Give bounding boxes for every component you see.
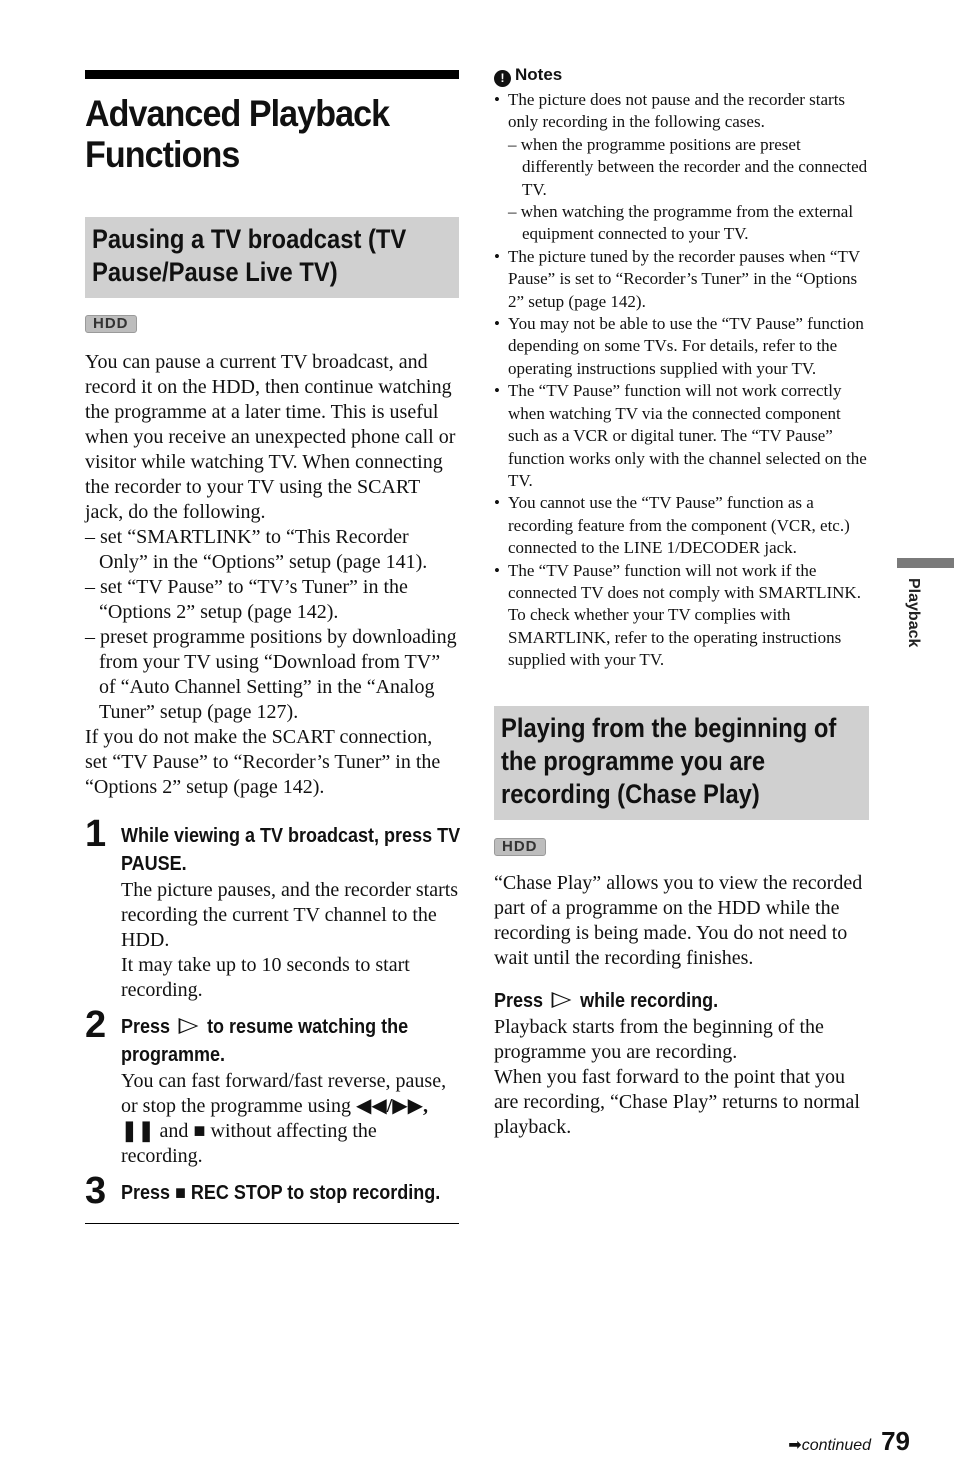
page-number: 79 xyxy=(881,1426,910,1456)
step-heading: Press to resume watching the programme. xyxy=(121,1016,409,1066)
note-item: • The picture does not pause and the recorder starts only recording in the following cases. – when the programme positions are preset differently between the recorder and the connected TV. – when watching the programme from the external equipment connected to your TV. xyxy=(494,89,869,246)
outro-paragraph: If you do not make the SCART connection, set “TV Pause” to “Recorder’s Tuner” in the “Options 2” setup (page 142). xyxy=(85,726,441,798)
side-tab-label: Playback xyxy=(905,578,922,648)
chase-intro: “Chase Play” allows you to view the recorded part of a programme on the HDD while the recording is being made. You do not need to wait until the recording finishes. xyxy=(494,871,863,969)
page-title: Advanced Playback Functions xyxy=(85,93,390,175)
note-item: • The picture tuned by the recorder pauses when “TV Pause” is set to “Recorder’s Tuner” in the “Options 2” setup (page 142). xyxy=(494,246,869,313)
chase-body: Playback starts from the beginning of the programme you are recording. xyxy=(494,1015,824,1063)
step-number: 1 xyxy=(85,813,107,855)
left-column xyxy=(85,70,459,1224)
hdd-badge: HDD xyxy=(85,315,137,333)
intro-paragraph: You can pause a current TV broadcast, and record it on the HDD, then continue watching the programme at a later time. This is useful when you receive an unexpected phone call or visitor while watching TV. When connecting the recorder to your TV using the SCART jack, do the following. xyxy=(85,351,456,523)
step-2 xyxy=(85,1004,459,1169)
play-icon xyxy=(179,1018,199,1034)
note-subitem: – when watching the programme from the external equipment connected to your TV. xyxy=(508,202,854,244)
notes-icon: ! xyxy=(494,70,511,87)
title-rule xyxy=(85,70,459,79)
step-number: 3 xyxy=(85,1170,107,1212)
step-number: 2 xyxy=(85,1004,107,1046)
notes-heading: ! Notes xyxy=(494,64,869,87)
step-body: You can fast forward/fast reverse, pause, or stop the programme using ◀◀/▶▶, ❚❚ and ■ without affecting the recording. xyxy=(121,1070,447,1167)
note-item: • You cannot use the “TV Pause” function as a recording feature from the component (VCR, etc.) connected to the LINE 1/DECODER jack. xyxy=(494,492,869,559)
bottom-rule xyxy=(85,1223,459,1224)
step-heading: Press ■ REC STOP to stop recording. xyxy=(121,1182,441,1204)
section-heading-tv-pause: Pausing a TV broadcast (TV Pause/Pause Live TV) xyxy=(85,217,459,298)
dash-item: – set “TV Pause” to “TV’s Tuner” in the “Options 2” setup (page 142). xyxy=(85,576,408,623)
dash-item: – preset programme positions by downloading from your TV using “Download from TV” of “Auto Channel Setting” in the “Analog Tuner” setup (page 127). xyxy=(85,626,457,723)
right-column xyxy=(494,64,869,1140)
note-item: • You may not be able to use the “TV Pause” function depending on some TVs. For details, refer to the operating instructions supplied with your TV. xyxy=(494,313,869,380)
dash-item: – set “SMARTLINK” to “This Recorder Only” in the “Options” setup (page 141). xyxy=(85,526,428,573)
transport-icons: ◀◀/▶▶, ❚❚ xyxy=(121,1095,429,1142)
stop-icon: ■ xyxy=(193,1120,206,1142)
play-icon xyxy=(552,992,572,1008)
step-heading: While viewing a TV broadcast, press TV PAUSE. xyxy=(121,825,461,875)
continued-label: ➡continued xyxy=(788,1437,872,1454)
step-body: It may take up to 10 seconds to start recording. xyxy=(121,954,410,1001)
step-body: The picture pauses, and the recorder starts recording the current TV channel to the HDD. xyxy=(121,879,459,951)
step-1 xyxy=(85,813,461,1003)
note-subitem: – when the programme positions are preset differently between the recorder and the connected TV. xyxy=(508,134,868,199)
section-heading-chase-play: Playing from the beginning of the programme you are recording (Chase Play) xyxy=(494,706,869,820)
side-tab-bar xyxy=(897,558,954,568)
chase-body: When you fast forward to the point that you are recording, “Chase Play” returns to normal playback. xyxy=(494,1065,860,1138)
chase-step-heading: Press while recording. xyxy=(494,989,719,1012)
notes-list xyxy=(494,89,869,672)
step-3 xyxy=(85,1170,459,1212)
note-item: • The “TV Pause” function will not work correctly when watching TV via the connected component such as a VCR or digital tuner. The “TV Pause” function works only with the channel selected on the TV. xyxy=(494,380,869,492)
hdd-badge: HDD xyxy=(494,838,546,856)
page-footer xyxy=(788,1426,910,1457)
note-item: • The “TV Pause” function will not work if the connected TV does not comply with SMARTLINK. To check whether your TV complies with SMARTLINK, refer to the operating instructions supplied with your TV. xyxy=(494,560,869,672)
arrow-right-icon: ➡ xyxy=(788,1437,802,1454)
